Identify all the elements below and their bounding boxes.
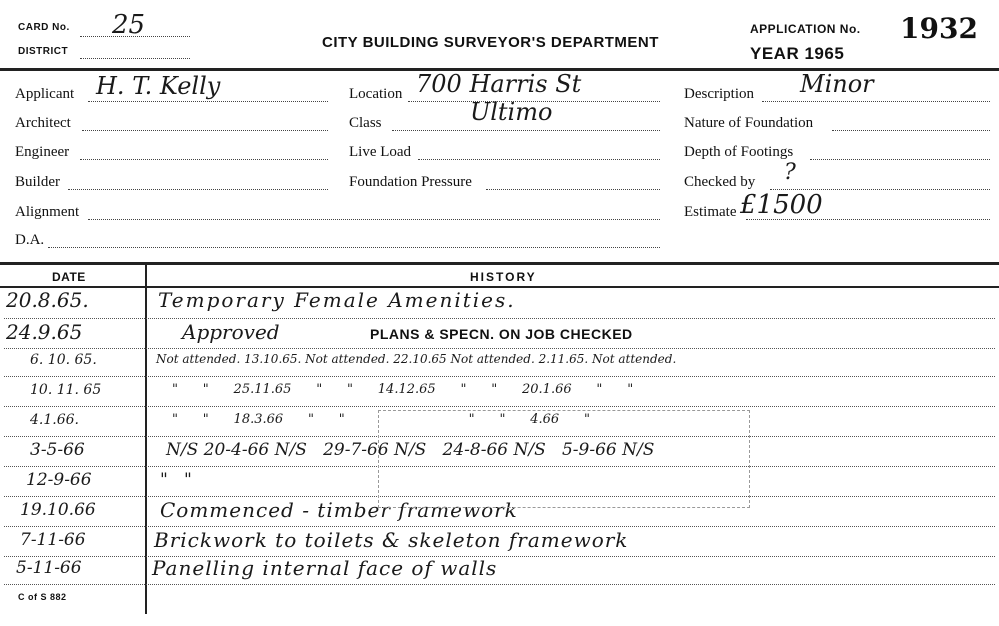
history-text: Not attended. 13.10.65. Not attended. 22.10.65 Not attended. 2.11.65. Not attended. [156, 352, 677, 366]
history-row-2 [0, 320, 999, 348]
engineer-dotline [80, 159, 328, 160]
live-load-dotline [418, 159, 660, 160]
class-value: Ultimo [470, 98, 553, 126]
foundation-pressure-dotline [486, 189, 660, 190]
estimate-value: £1500 [740, 190, 823, 220]
description-dotline [762, 101, 990, 102]
history-row-1 [0, 288, 999, 316]
application-no-value: 1932 [900, 12, 978, 45]
checked-stamp: PLANS & SPECN. ON JOB CHECKED [370, 326, 633, 342]
architect-dotline [82, 130, 328, 131]
history-text: " " [160, 470, 192, 490]
applicant-value: H. T. Kelly [96, 72, 221, 100]
estimate-label: Estimate [684, 204, 737, 220]
history-date: 19.10.66 [20, 500, 96, 520]
district-label: DISTRICT [18, 46, 69, 57]
card-no-dotline [80, 36, 190, 37]
architect-label: Architect [15, 115, 71, 131]
card-no-label: CARD No. [18, 22, 70, 33]
class-dotline [392, 130, 660, 131]
history-text: Approved [182, 320, 280, 344]
location-label: Location [349, 86, 403, 102]
row-rule [4, 348, 995, 349]
history-date: 12-9-66 [26, 470, 92, 490]
location-value: 700 Harris St [416, 70, 582, 98]
district-dotline [80, 58, 190, 59]
history-header: HISTORY [470, 270, 537, 284]
history-text: Temporary Female Amenities. [158, 288, 516, 312]
year-label: YEAR 1965 [750, 44, 845, 63]
foundation-pressure-label: Foundation Pressure [349, 174, 472, 190]
history-text: Brickwork to toilets & skeleton framework [154, 528, 629, 552]
description-value: Minor [800, 70, 874, 98]
card-no-value: 25 [112, 10, 146, 40]
da-dotline [48, 247, 660, 248]
form-code: C of S 882 [18, 592, 67, 602]
faded-stamp-box [378, 410, 750, 508]
builder-label: Builder [15, 174, 60, 190]
description-label: Description [684, 86, 754, 102]
history-row-3 [0, 348, 999, 376]
checked-by-label: Checked by [684, 174, 756, 190]
history-row-4 [0, 378, 999, 406]
row-rule [4, 376, 995, 377]
row-rule [4, 584, 995, 585]
history-date: 6. 10. 65. [30, 352, 97, 368]
history-row-10 [0, 556, 999, 584]
row-rule [4, 318, 995, 319]
history-row-9 [0, 528, 999, 556]
history-text: Commenced - timber framework [160, 498, 518, 522]
engineer-label: Engineer [15, 144, 70, 160]
history-text: " " 25.11.65 " " 14.12.65 " " 20.1.66 " " [172, 382, 634, 397]
nature-of-foundation-label: Nature of Foundation [684, 115, 814, 131]
row-rule [4, 406, 995, 407]
depth-of-footings-label: Depth of Footings [684, 144, 794, 160]
date-header: DATE [52, 270, 86, 284]
history-date: 20.8.65. [6, 288, 89, 312]
applicant-dotline [88, 101, 328, 102]
history-top-rule [0, 262, 999, 265]
history-date: 24.9.65 [6, 320, 83, 344]
row-rule [4, 526, 995, 527]
application-no-label: APPLICATION No. [750, 22, 861, 36]
class-label: Class [349, 115, 382, 131]
applicant-label: Applicant [15, 86, 75, 102]
department-title: CITY BUILDING SURVEYOR'S DEPARTMENT [322, 34, 659, 51]
row-rule [4, 556, 995, 557]
depth-dotline [810, 159, 990, 160]
history-text: " " 18.3.66 " " " " 4.66 " [172, 412, 590, 427]
history-date: 4.1.66. [30, 412, 79, 428]
checked-by-value: ? [784, 160, 796, 185]
history-date: 5-11-66 [16, 558, 82, 578]
history-text: N/S 20-4-66 N/S 29-7-66 N/S 24-8-66 N/S 5-9-66 N/S [166, 440, 655, 460]
nature-dotline [832, 130, 990, 131]
builder-dotline [68, 189, 328, 190]
history-date: 3-5-66 [30, 440, 85, 460]
history-date: 7-11-66 [20, 530, 86, 550]
history-text: Panelling internal face of walls [152, 556, 498, 580]
history-date: 10. 11. 65 [30, 382, 102, 398]
da-label: D.A. [15, 232, 45, 248]
alignment-dotline [88, 219, 660, 220]
alignment-label: Alignment [15, 204, 80, 220]
live-load-label: Live Load [349, 144, 412, 160]
